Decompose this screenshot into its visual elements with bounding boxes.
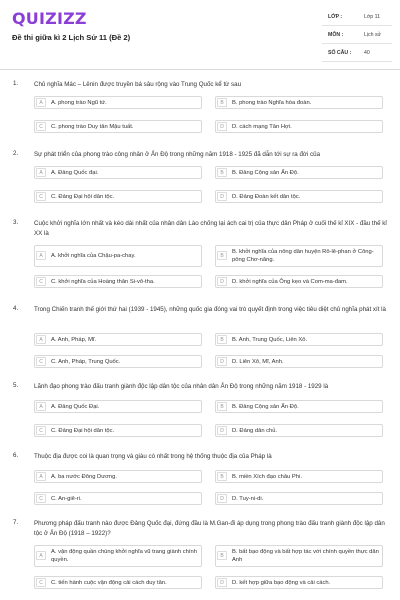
meta-class-value: Lớp 11	[364, 14, 380, 20]
option-text: D. cách mạng Tân Hợi.	[232, 124, 292, 130]
option-text: C. khởi nghĩa của Hoàng thân Si-vô-tha.	[51, 279, 155, 285]
option-text: B. Đảng Cộng sản Ấn Độ.	[232, 170, 299, 176]
option-d[interactable]	[215, 190, 383, 203]
option-letter: D	[217, 494, 227, 503]
option-letter: B	[217, 402, 227, 411]
meta-count	[322, 46, 392, 62]
option-a[interactable]	[34, 96, 202, 109]
option-b[interactable]	[215, 545, 383, 567]
option-text: C. tiến hành cuộc vận động cải cách duy tân.	[51, 580, 167, 586]
option-text: D. kết hợp giữa bạo động và cải cách.	[232, 580, 331, 586]
option-d[interactable]	[215, 275, 383, 288]
option-a[interactable]	[34, 545, 202, 567]
option-text: B. miền Xích đạo châu Phi.	[232, 474, 302, 480]
option-b[interactable]	[215, 400, 383, 413]
option-letter: A	[36, 402, 46, 411]
option-letter: B	[217, 98, 227, 107]
option-b[interactable]	[215, 470, 383, 483]
meta-count-value: 40	[364, 50, 370, 56]
option-text: D. khởi nghĩa của Ông kẹo và Com-ma-đam.	[232, 279, 348, 285]
option-c[interactable]	[34, 355, 202, 368]
option-letter: A	[36, 551, 46, 560]
question-number: 5.	[13, 382, 19, 389]
option-text: C. phong trào Duy tân Mậu tuất.	[51, 124, 134, 130]
option-letter: A	[36, 168, 46, 177]
option-text: A. ba nước Đông Dương.	[51, 474, 117, 480]
option-text: A. khởi nghĩa của Chậu-pa-chay.	[51, 253, 136, 259]
question-text: Thuộc địa được coi là quan trọng và giàu có nhất trong hệ thống thuộc địa của Pháp là	[34, 453, 272, 460]
option-letter: D	[217, 277, 227, 286]
option-a[interactable]	[34, 333, 202, 346]
option-letter: D	[217, 357, 227, 366]
option-b[interactable]	[215, 96, 383, 109]
option-letter: A	[36, 251, 46, 260]
option-a[interactable]	[34, 400, 202, 413]
option-c[interactable]	[34, 275, 202, 288]
option-letter: D	[217, 578, 227, 587]
option-letter: C	[36, 578, 46, 587]
option-c[interactable]	[34, 120, 202, 133]
option-d[interactable]	[215, 492, 383, 505]
question-text: Phương pháp đấu tranh nào được Đảng Quốc đại, đứng đầu là M.Gan-đi áp dụng trong phong trào đấu tranh giành độc lập dân tộc ở Ấn Độ (1918 – 1922)?	[34, 520, 385, 537]
question-text: Sự phát triển của phong trào công nhân ở Ấn Độ trong những năm 1918 - 1925 đã dẫn tới sự ra đời của	[34, 151, 321, 158]
option-text: A. phong trào Ngũ tứ.	[51, 100, 107, 106]
question-text: Trong Chiến tranh thế giới thứ hai (1939 - 1945), những quốc gia đóng vai trò quyết định trong việc tiêu diệt chủ nghĩa phát xít là	[34, 306, 386, 313]
option-letter: D	[217, 426, 227, 435]
option-letter: A	[36, 472, 46, 481]
option-letter: B	[217, 168, 227, 177]
question-number: 3.	[13, 219, 19, 226]
option-b[interactable]	[215, 166, 383, 179]
option-text: B. bất bạo động và bất hợp tác với chính quyền thực dân Anh	[232, 549, 379, 563]
option-a[interactable]	[34, 166, 202, 179]
question-text: Cuộc khởi nghĩa lớn nhất và kéo dài nhất của nhân dân Lào chống lại ách cai trị của thực dân Pháp ở cuối thế kỉ XIX - đầu thế kỉ XX là	[34, 220, 387, 237]
option-letter: A	[36, 335, 46, 344]
option-c[interactable]	[34, 424, 202, 437]
option-d[interactable]	[215, 424, 383, 437]
option-letter: A	[36, 98, 46, 107]
meta-count-label: SỐ CÂU :	[328, 50, 352, 56]
option-text: C. An-giê-ri.	[51, 496, 82, 502]
option-text: A. Đảng Quốc Đại.	[51, 404, 100, 410]
option-a[interactable]	[34, 470, 202, 483]
question-text: Chủ nghĩa Mác – Lênin được truyền bá sâu rộng vào Trung Quốc kể từ sau	[34, 81, 242, 88]
question-text: Lãnh đạo phong trào đấu tranh giành độc lập dân tộc của nhân dân Ấn Độ trong những năm 1918 - 1929 là	[34, 383, 329, 390]
option-text: B. khởi nghĩa của nông dân huyện Rô-lê-phan ở Công-pông Chơ-năng.	[232, 249, 374, 263]
option-letter: D	[217, 192, 227, 201]
question-number: 2.	[13, 150, 19, 157]
option-text: B. Đảng Cộng sản Ấn Độ.	[232, 404, 299, 410]
meta-class-label: LỚP :	[328, 14, 343, 20]
option-text: B. Anh, Trung Quốc, Liên Xô.	[232, 337, 308, 343]
option-text: C. Anh, Pháp, Trung Quốc.	[51, 359, 121, 365]
question-number: 7.	[13, 519, 19, 526]
meta-subject	[322, 28, 392, 44]
option-text: D. Đảng Đoàn kết dân tộc.	[232, 194, 301, 200]
option-text: D. Liên Xô, Mĩ, Anh.	[232, 359, 284, 365]
option-c[interactable]	[34, 492, 202, 505]
meta-class	[322, 10, 392, 26]
option-letter: B	[217, 335, 227, 344]
question-number: 4.	[13, 305, 19, 312]
page-header	[0, 0, 400, 70]
option-letter: C	[36, 426, 46, 435]
meta-subject-label: MÔN :	[328, 32, 344, 38]
option-text: A. vận động quần chúng khởi nghĩa vũ trang giành chính quyền.	[51, 549, 197, 563]
question-number: 6.	[13, 452, 19, 459]
option-b[interactable]	[215, 245, 383, 267]
option-text: C. Đảng Đại hội dân tộc.	[51, 428, 115, 434]
option-d[interactable]	[215, 120, 383, 133]
option-letter: C	[36, 357, 46, 366]
option-d[interactable]	[215, 576, 383, 589]
option-letter: B	[217, 551, 227, 560]
exam-meta	[322, 10, 392, 62]
option-text: A. Anh, Pháp, Mĩ.	[51, 337, 97, 343]
option-letter: C	[36, 277, 46, 286]
option-text: D. Tuy-ni-di.	[232, 496, 264, 502]
page-title: Đề thi giữa kì 2 Lịch Sử 11 (Đề 2)	[12, 33, 131, 42]
option-text: A. Đảng Quốc đại.	[51, 170, 99, 176]
option-letter: B	[217, 251, 227, 260]
option-c[interactable]	[34, 576, 202, 589]
quizizz-logo: QUIZIZZ	[12, 9, 87, 28]
option-letter: C	[36, 122, 46, 131]
option-a[interactable]	[34, 245, 202, 267]
option-b[interactable]	[215, 333, 383, 346]
option-text: B. phong trào Nghĩa hòa đoàn.	[232, 100, 312, 106]
meta-subject-value: Lịch sử	[364, 32, 382, 38]
option-text: D. Đảng dân chủ.	[232, 428, 278, 434]
option-letter: B	[217, 472, 227, 481]
question-number: 1.	[13, 80, 19, 87]
option-c[interactable]	[34, 190, 202, 203]
option-letter: D	[217, 122, 227, 131]
option-d[interactable]	[215, 355, 383, 368]
option-letter: C	[36, 494, 46, 503]
option-letter: C	[36, 192, 46, 201]
option-text: C. Đảng Đại hội dân tộc.	[51, 194, 115, 200]
